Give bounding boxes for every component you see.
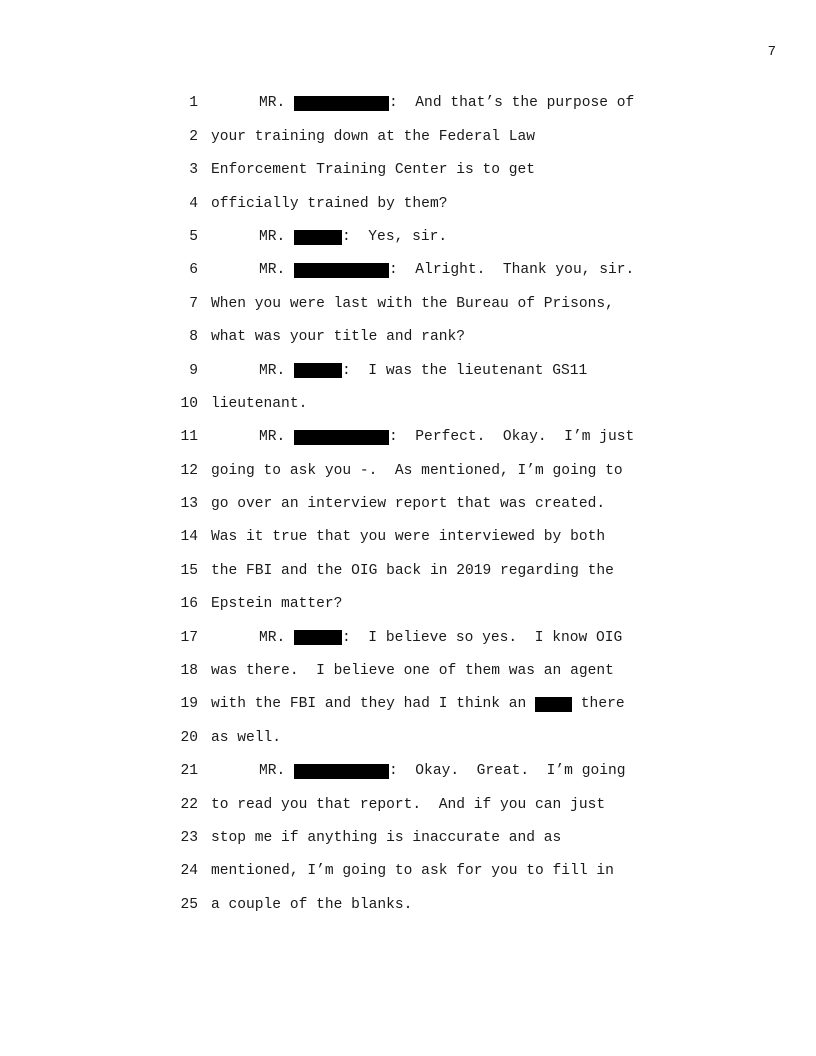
line-number: 14: [180, 529, 198, 546]
line-number: 3: [189, 162, 198, 179]
line-content: as well.: [211, 729, 282, 746]
line-number: 18: [180, 663, 198, 680]
redaction-block: [294, 96, 389, 111]
line-content: with the FBI and they had I think an: [211, 696, 536, 713]
speaker-line: [211, 697, 625, 712]
transcript-line: [170, 688, 690, 721]
line-content: go over an interview report that was created.: [211, 496, 606, 513]
line-content: : I believe so yes. I know OIG: [342, 629, 623, 646]
line-content: the FBI and the OIG back in 2019 regarding the: [211, 562, 614, 579]
line-content: going to ask you -. As mentioned, I’m going to: [211, 462, 623, 479]
line-number: 5: [189, 228, 198, 245]
line-number: 15: [180, 562, 198, 579]
line-number: 12: [180, 462, 198, 479]
redaction-block: [294, 430, 389, 445]
line-content: mentioned, I’m going to ask for you to fill in: [211, 863, 614, 880]
transcript-line: [170, 521, 690, 554]
transcript-line: [170, 855, 690, 888]
transcript-line: [170, 87, 690, 120]
speaker-prefix: MR.: [259, 763, 295, 780]
transcript-line: [170, 287, 690, 320]
line-number: 21: [180, 763, 198, 780]
transcript-line: [170, 421, 690, 454]
line-number: 13: [180, 496, 198, 513]
line-number: 4: [189, 195, 198, 212]
transcript-line: [170, 621, 690, 654]
transcript-line: [170, 655, 690, 688]
transcript-line: [170, 388, 690, 421]
line-content: : Alright. Thank you, sir.: [389, 262, 635, 279]
speaker-line: [211, 630, 622, 645]
line-number: 23: [180, 829, 198, 846]
redaction-block: [294, 630, 342, 645]
transcript-line: [170, 755, 690, 788]
line-number: 7: [189, 295, 198, 312]
line-content: Epstein matter?: [211, 596, 343, 613]
transcript-line: [170, 321, 690, 354]
transcript-line: [170, 888, 690, 921]
line-number: 17: [180, 629, 198, 646]
redaction-block: [294, 363, 342, 378]
transcript-line: [170, 154, 690, 187]
line-number: 20: [180, 729, 198, 746]
line-number: 24: [180, 863, 198, 880]
line-number: 11: [180, 429, 198, 446]
line-number: 2: [189, 128, 198, 145]
line-number: 16: [180, 596, 198, 613]
redaction-block: [294, 230, 342, 245]
line-content: stop me if anything is inaccurate and as: [211, 829, 562, 846]
line-content: When you were last with the Bureau of Prisons,: [211, 295, 614, 312]
transcript-body: [170, 87, 690, 922]
line-content: lieutenant.: [211, 395, 308, 412]
transcript-line: [170, 254, 690, 287]
redaction-block: [294, 263, 389, 278]
transcript-line: [170, 187, 690, 220]
line-number: 9: [189, 362, 198, 379]
line-number: 19: [180, 696, 198, 713]
line-number: 6: [189, 262, 198, 279]
redaction-block: [535, 697, 572, 712]
speaker-line: [211, 363, 587, 378]
line-content: there: [572, 696, 625, 713]
speaker-prefix: MR.: [259, 429, 295, 446]
transcript-line: [170, 454, 690, 487]
line-content: was there. I believe one of them was an agent: [211, 663, 614, 680]
line-content: your training down at the Federal Law: [211, 128, 536, 145]
transcript-line: [170, 788, 690, 821]
line-content: Enforcement Training Center is to get: [211, 162, 536, 179]
speaker-prefix: MR.: [259, 262, 295, 279]
transcript-line: [170, 588, 690, 621]
redaction-block: [294, 764, 389, 779]
line-number: 10: [180, 395, 198, 412]
line-content: : And that’s the purpose of: [389, 95, 635, 112]
speaker-prefix: MR.: [259, 228, 295, 245]
line-content: to read you that report. And if you can just: [211, 796, 606, 813]
transcript-line: [170, 120, 690, 153]
speaker-line: [211, 764, 626, 779]
line-number: 22: [180, 796, 198, 813]
page-number: 7: [767, 44, 776, 60]
transcript-line: [170, 221, 690, 254]
speaker-prefix: MR.: [259, 95, 295, 112]
line-content: Was it true that you were interviewed by both: [211, 529, 606, 546]
speaker-prefix: MR.: [259, 629, 295, 646]
line-number: 25: [180, 896, 198, 913]
line-content: officially trained by them?: [211, 195, 448, 212]
line-content: a couple of the blanks.: [211, 896, 413, 913]
transcript-line: [170, 354, 690, 387]
speaker-line: [211, 430, 634, 445]
line-content: : Yes, sir.: [342, 228, 448, 245]
transcript-line: [170, 721, 690, 754]
transcript-line: [170, 822, 690, 855]
transcript-line: [170, 488, 690, 521]
line-content: : Perfect. Okay. I’m just: [389, 429, 635, 446]
line-content: what was your title and rank?: [211, 329, 465, 346]
line-content: : I was the lieutenant GS11: [342, 362, 588, 379]
transcript-line: [170, 554, 690, 587]
speaker-line: [211, 96, 634, 111]
line-content: : Okay. Great. I’m going: [389, 763, 626, 780]
speaker-prefix: MR.: [259, 362, 295, 379]
line-number: 1: [189, 95, 198, 112]
speaker-line: [211, 263, 634, 278]
line-number: 8: [189, 329, 198, 346]
speaker-line: [211, 230, 447, 245]
